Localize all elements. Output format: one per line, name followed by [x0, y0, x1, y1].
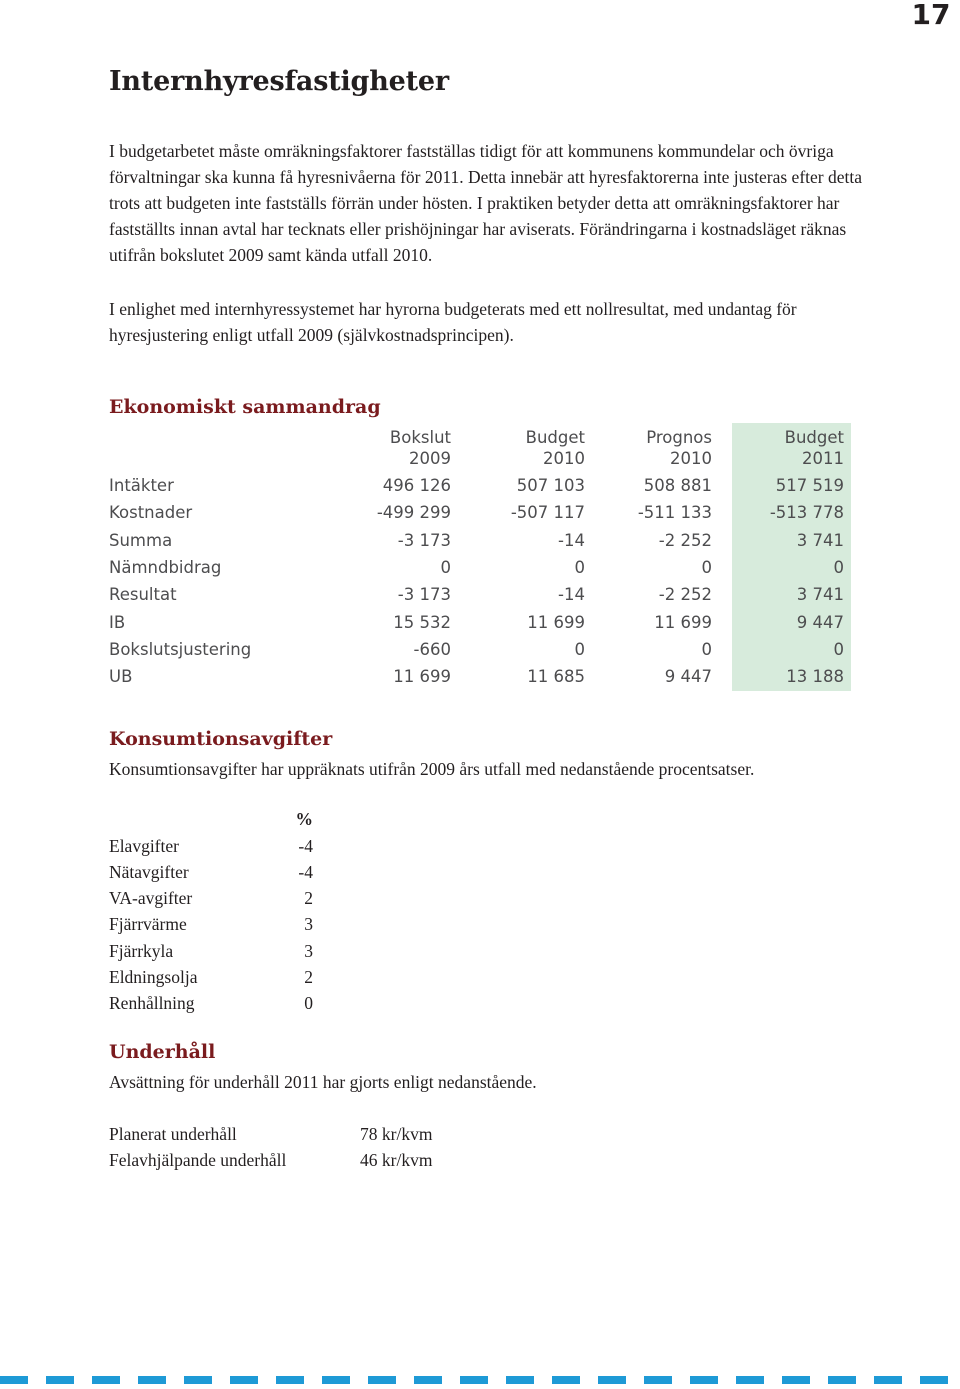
- cell-value: -660: [413, 640, 451, 659]
- table-row: [109, 1121, 509, 1147]
- cell-value: -4: [298, 862, 313, 882]
- intro-paragraph-1: I budgetarbetet måste omräkningsfaktorer fastställas tidigt för att kommunens kommundelar och övriga förvaltningar ska kunna få hyresnivåerna för 2011. Detta innebär att hyresfaktorerna inte justeras efter detta trots att budgeten inte fastställs förrän under hösten. I praktiken betyder detta att omräkningsfaktorer har fastställts innan avtal har tecknats eller prishöjningar har aviserats. Förändringarna i kostnadsläget räknas utifrån bokslutet 2009 samt kända utfall 2010.: [109, 141, 862, 265]
- table-row: [109, 885, 339, 911]
- table-row: [109, 636, 851, 663]
- cell-value: 0: [833, 558, 844, 577]
- column-header: Budget 2010: [525, 428, 585, 468]
- row-label: Planerat underhåll: [109, 1124, 237, 1144]
- financial-summary-table: [109, 423, 851, 691]
- row-label: Fjärrvärme: [109, 914, 187, 934]
- cell-value: 0: [833, 640, 844, 659]
- table-row: [109, 833, 339, 859]
- cell-value: 0: [701, 558, 712, 577]
- cell-value: 0: [304, 993, 313, 1013]
- table-row: [109, 990, 339, 1016]
- cell-value: 2: [304, 888, 313, 908]
- column-header: Prognos 2010: [646, 428, 712, 468]
- page-title: Internhyresfastigheter: [109, 66, 449, 97]
- cell-value: -2 252: [658, 531, 712, 550]
- cell-value: 508 881: [643, 476, 712, 495]
- row-label: Fjärrkyla: [109, 941, 174, 961]
- consumption-heading: Konsumtionsavgifter: [109, 728, 333, 750]
- cell-value: 507 103: [516, 476, 585, 495]
- table-row: [109, 581, 851, 608]
- cell-value: 0: [574, 640, 585, 659]
- intro-paragraph-2: I enlighet med internhyressystemet har hyrorna budgeterats med ett nollresultat, med undantag för hyresjustering enligt utfall 2009 (självkostnadsprincipen).: [109, 299, 797, 345]
- cell-value: -14: [558, 531, 585, 550]
- row-label: Resultat: [109, 585, 177, 604]
- page-number: 17: [911, 0, 951, 31]
- row-label: Nätavgifter: [109, 862, 189, 882]
- table-row: [109, 911, 339, 937]
- cell-value: 11 685: [527, 667, 585, 686]
- table-row: [109, 472, 851, 499]
- cell-value: -511 133: [637, 503, 712, 522]
- row-label: Intäkter: [109, 476, 174, 495]
- cell-value: -499 299: [376, 503, 451, 522]
- cell-value: 3: [304, 914, 313, 934]
- row-label: Felavhjälpande underhåll: [109, 1150, 287, 1170]
- row-label: Summa: [109, 531, 173, 550]
- table-row: [109, 964, 339, 990]
- table-row: [109, 938, 339, 964]
- cell-value: 78 kr/kvm: [360, 1124, 433, 1144]
- cell-value: 46 kr/kvm: [360, 1150, 433, 1170]
- cell-value: -14: [558, 585, 585, 604]
- percent-column-header: %: [295, 809, 313, 829]
- cell-value: 9 447: [664, 667, 712, 686]
- cell-value: 0: [574, 558, 585, 577]
- cell-value: -3 173: [397, 531, 451, 550]
- cell-value: 0: [701, 640, 712, 659]
- cell-value: 11 699: [654, 613, 712, 632]
- row-label: Bokslutsjustering: [109, 640, 252, 659]
- cell-value: 13 188: [786, 667, 844, 686]
- cell-value: -2 252: [658, 585, 712, 604]
- row-label: Nämndbidrag: [109, 558, 222, 577]
- table-row: [109, 554, 851, 581]
- cell-value: 15 532: [393, 613, 451, 632]
- cell-value: 11 699: [393, 667, 451, 686]
- row-label: UB: [109, 667, 133, 686]
- cell-value: -507 117: [510, 503, 585, 522]
- cell-value: 3: [304, 941, 313, 961]
- maintenance-text: Avsättning för underhåll 2011 har gjorts enligt nedanstående.: [109, 1072, 537, 1092]
- cell-value: 3 741: [796, 585, 844, 604]
- cell-value: 9 447: [796, 613, 844, 632]
- table-row: [109, 609, 851, 636]
- table-row: [109, 527, 851, 554]
- cell-value: 2: [304, 967, 313, 987]
- summary-heading: Ekonomiskt sammandrag: [109, 396, 381, 418]
- row-label: Renhållning: [109, 993, 195, 1013]
- row-label: Eldningsolja: [109, 967, 198, 987]
- cell-value: -513 778: [769, 503, 844, 522]
- column-header: Budget 2011: [784, 428, 844, 468]
- table-row: [109, 663, 851, 690]
- table-row: [109, 499, 851, 526]
- column-header: Bokslut 2009: [389, 428, 451, 468]
- consumption-text: Konsumtionsavgifter har uppräknats utifrån 2009 års utfall med nedanstående procentsatser.: [109, 759, 755, 779]
- cell-value: 11 699: [527, 613, 585, 632]
- maintenance-heading: Underhåll: [109, 1041, 216, 1063]
- table-row: [109, 1147, 509, 1173]
- row-label: VA-avgifter: [109, 888, 193, 908]
- cell-value: 0: [440, 558, 451, 577]
- table-row: [109, 859, 339, 885]
- row-label: IB: [109, 613, 126, 632]
- row-label: Kostnader: [109, 503, 193, 522]
- row-label: Elavgifter: [109, 836, 179, 856]
- cell-value: 3 741: [796, 531, 844, 550]
- cell-value: -3 173: [397, 585, 451, 604]
- cell-value: 517 519: [775, 476, 844, 495]
- cell-value: 496 126: [382, 476, 451, 495]
- cell-value: -4: [298, 836, 313, 856]
- footer-dashed-line: [0, 1376, 960, 1384]
